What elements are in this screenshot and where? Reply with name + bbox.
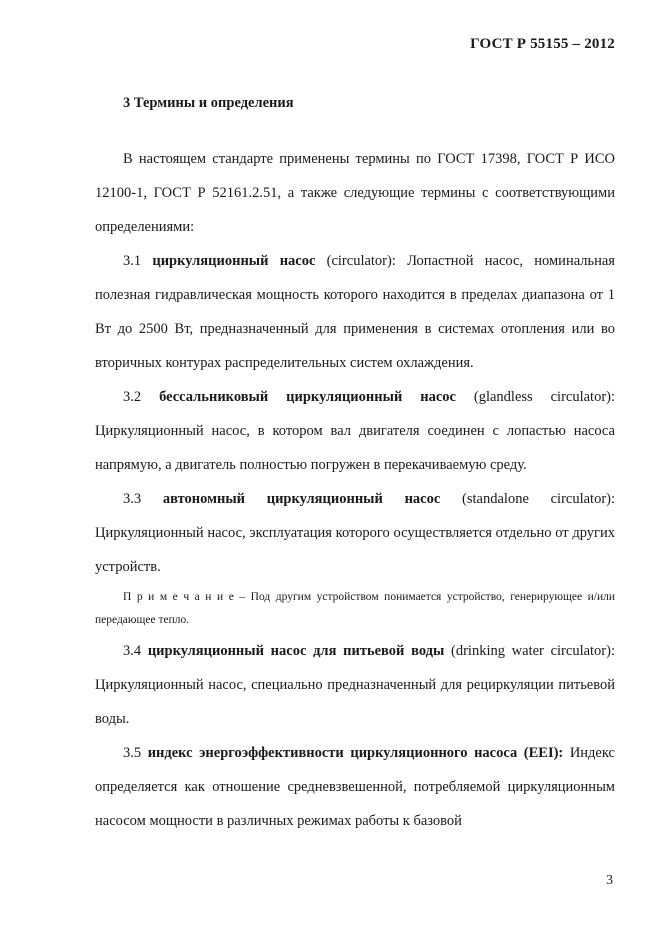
term-number: 3.1 <box>123 253 153 269</box>
term-number: 3.2 <box>123 389 160 405</box>
term-paragraph-3-1 <box>95 244 615 380</box>
term-definition: (circulator): Лопастной насос, номинальная полезная гидравлическая мощность которого находится в пределах диапазона от 1 Вт до 2500 Вт, предназначенный для применения в системах отопления или во вторичных контурах распределительных систем охлаждения. <box>95 253 615 371</box>
term-definition: (glandless circulator): Циркуляционный насос, в котором вал двигателя соединен с лопастью насоса напрямую, а двигатель полностью погружен в перекачиваемую среду. <box>95 389 616 473</box>
page-content <box>95 86 615 838</box>
note-paragraph: П р и м е ч а н и е – Под другим устройством понимается устройство, генерирующее и/или передающее тепло. <box>95 591 615 626</box>
term-name: циркуляционный насос <box>152 253 316 269</box>
page-number: 3 <box>606 873 613 888</box>
term-paragraph-3-5 <box>95 736 615 838</box>
term-name: индекс энергоэффективности циркуляционного насоса (EEI): <box>147 745 564 761</box>
term-name: автономный циркуляционный насос <box>162 491 441 507</box>
term-definition: Индекс определяется как отношение средневзвешенной, потребляемой циркуляционным насосом мощности в различных режимах работы к базовой <box>95 745 615 829</box>
intro-paragraph: В настоящем стандарте применены термины по ГОСТ 17398, ГОСТ Р ИСО 12100-1, ГОСТ Р 52161.2.51, а также следующие термины с соответствующими определениями: <box>95 151 615 235</box>
term-definition: (standalone circulator): Циркуляционный насос, эксплуатация которого осуществляется отдельно от других устройств. <box>95 491 616 575</box>
term-number: 3.4 <box>123 643 148 659</box>
term-paragraph-3-2 <box>95 380 615 482</box>
term-name: бессальниковый циркуляционный насос <box>159 389 456 405</box>
term-name: циркуляционный насос для питьевой воды <box>147 643 445 659</box>
term-definition: (drinking water circulator): Циркуляционный насос, специально предназначенный для рециркуляции питьевой воды. <box>95 643 615 727</box>
section-title: 3 Термины и определения <box>123 95 294 111</box>
document-header: ГОСТ Р 55155 – 2012 <box>470 36 615 52</box>
title-spacer <box>95 120 615 142</box>
term-number: 3.3 <box>123 491 163 507</box>
term-number: 3.5 <box>123 745 148 761</box>
term-paragraph-3-4 <box>95 634 615 736</box>
term-paragraph-3-3 <box>95 482 615 584</box>
